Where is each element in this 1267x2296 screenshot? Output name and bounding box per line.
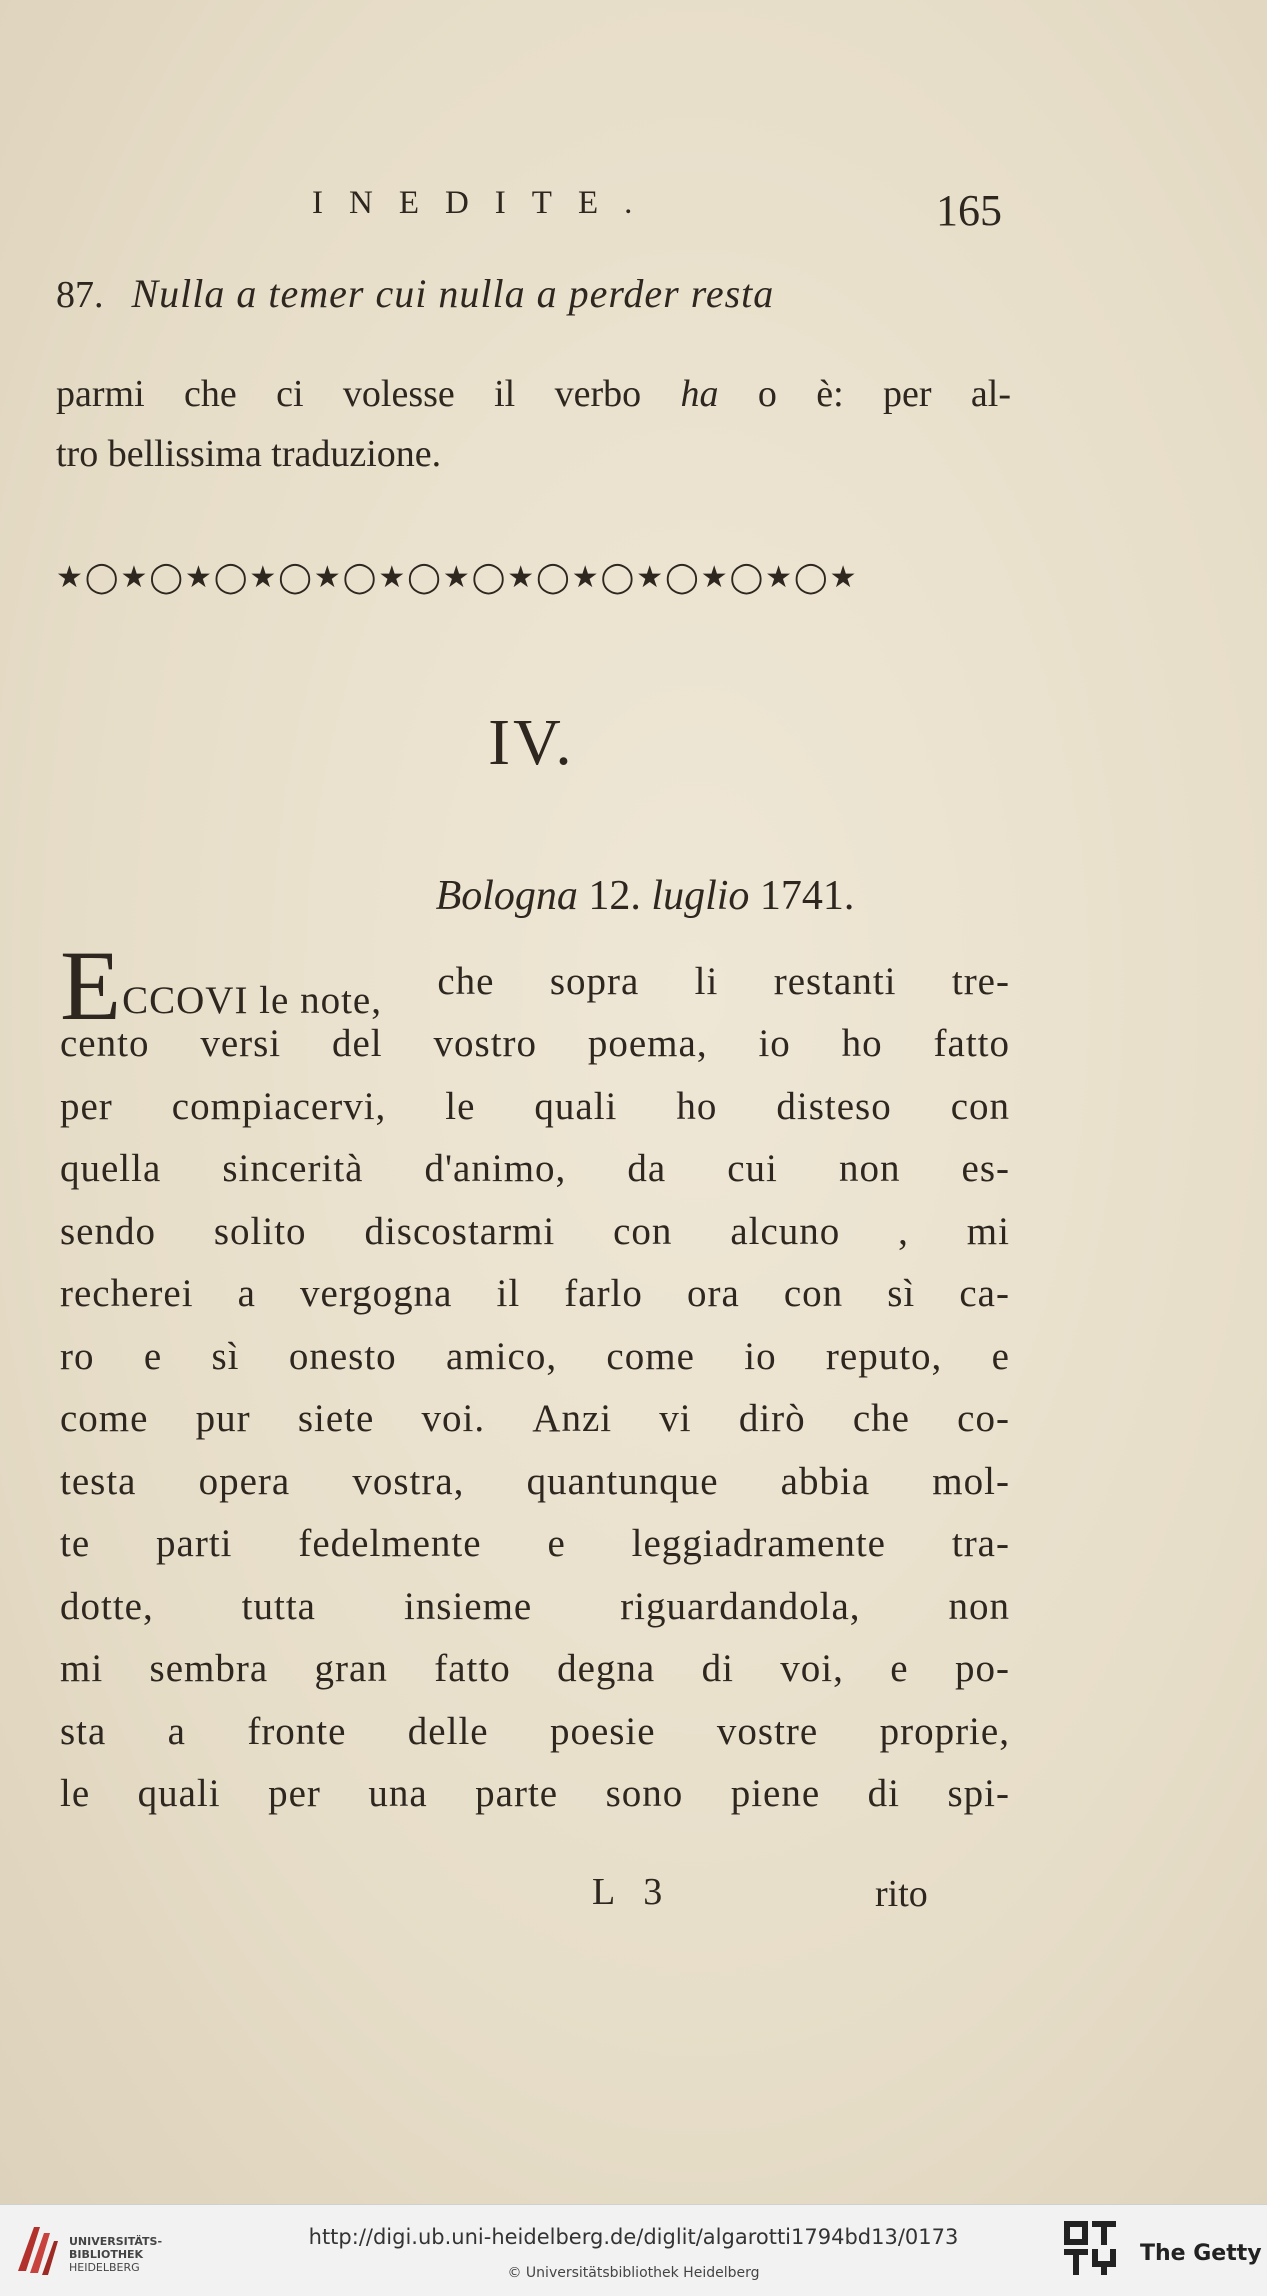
- copyright-notice: © Universitätsbibliothek Heidelberg: [507, 2265, 760, 2281]
- drop-cap: E: [60, 929, 123, 1041]
- text-word: come: [606, 1334, 695, 1378]
- permalink-url[interactable]: http://digi.ub.uni-heidelberg.de/diglit/algarotti1794bd13/0173: [308, 2225, 959, 2249]
- text-word: disteso: [776, 1084, 892, 1128]
- text-word: voi,: [780, 1647, 844, 1691]
- text-word: testa: [60, 1459, 137, 1503]
- text-word: per: [60, 1084, 113, 1128]
- text-word: tre-: [951, 959, 1010, 1003]
- text-word: versi: [200, 1022, 282, 1066]
- text-word: mol-: [932, 1459, 1010, 1503]
- text-word: vostra,: [352, 1459, 465, 1503]
- note-word: tro bellissima traduzione.: [56, 433, 442, 475]
- note-word: al-: [970, 373, 1011, 415]
- text-line: [60, 1513, 1010, 1576]
- text-word: ca-: [959, 1272, 1010, 1316]
- text-word: da: [627, 1147, 667, 1191]
- getty-name: The Getty: [1140, 2241, 1262, 2266]
- text-word: pur: [195, 1397, 251, 1441]
- note-word: parmi: [56, 373, 145, 415]
- text-word: riguardandola,: [620, 1584, 861, 1628]
- text-word: sembra: [149, 1647, 269, 1691]
- opening-words: [60, 929, 382, 1041]
- text-word: cui: [727, 1147, 778, 1191]
- text-word: quella: [60, 1147, 162, 1191]
- text-word: degna: [557, 1647, 656, 1691]
- text-line: [60, 929, 1010, 1041]
- text-word: come: [60, 1397, 149, 1441]
- text-word: del: [332, 1022, 383, 1066]
- text-word: discostarmi: [364, 1209, 556, 1253]
- note-word: è:: [816, 373, 844, 415]
- text-word: cento: [60, 1022, 150, 1066]
- text-line: [60, 1138, 1010, 1201]
- running-head: [312, 185, 1002, 235]
- text-word: Anzi: [532, 1397, 613, 1441]
- note-line: [56, 365, 1011, 423]
- text-word: alcuno: [730, 1209, 841, 1253]
- text-word: proprie,: [879, 1709, 1010, 1753]
- dateline: [0, 872, 1267, 920]
- text-word: dotte,: [60, 1584, 154, 1628]
- text-word: sta: [60, 1709, 107, 1753]
- text-word: delle: [407, 1709, 489, 1753]
- text-word: sopra: [549, 959, 640, 1003]
- text-word: quali: [534, 1084, 618, 1128]
- text-word: gran: [314, 1647, 388, 1691]
- text-word: parti: [156, 1522, 233, 1566]
- text-word: quali: [137, 1772, 221, 1816]
- text-word: e: [547, 1522, 566, 1566]
- note-word: ci: [276, 373, 304, 415]
- text-word: mi: [966, 1209, 1010, 1253]
- text-line: [60, 1700, 1010, 1763]
- text-word: le: [445, 1084, 476, 1128]
- signature-mark: L 3: [592, 1871, 673, 1913]
- text-line: [60, 1013, 1010, 1076]
- text-word: tra-: [951, 1522, 1010, 1566]
- getty-logo[interactable]: [1062, 2219, 1262, 2283]
- text-word: a: [237, 1272, 256, 1316]
- ornament-divider: ★◯★◯★◯★◯★◯★◯★◯★◯★◯★◯★◯★◯★: [56, 560, 859, 595]
- text-word: compiacervi,: [171, 1084, 387, 1128]
- text-word: onesto: [288, 1334, 397, 1378]
- text-word: restanti: [773, 959, 897, 1003]
- note-verse-line: [56, 270, 1006, 317]
- text-word: poesie: [549, 1709, 656, 1753]
- opening-text: CCOVI le note,: [122, 978, 382, 1022]
- text-line: [60, 1263, 1010, 1326]
- text-word: le: [60, 1772, 91, 1816]
- text-word: ho: [676, 1084, 718, 1128]
- text-line: [60, 1388, 1010, 1451]
- text-word: sono: [605, 1772, 684, 1816]
- text-word: per: [268, 1772, 321, 1816]
- text-word: non: [838, 1147, 901, 1191]
- letter-body: [60, 929, 1010, 1825]
- text-line: [60, 1575, 1010, 1638]
- text-word: ro: [60, 1334, 95, 1378]
- text-word: amico,: [446, 1334, 558, 1378]
- dateline-year: 1741.: [759, 873, 855, 919]
- note-number: 87.: [56, 274, 104, 316]
- library-name-line2: BIBLIOTHEK: [69, 2248, 144, 2261]
- text-line: [60, 1075, 1010, 1138]
- dateline-date: 12.: [588, 873, 641, 919]
- text-word: fatto: [434, 1647, 511, 1691]
- text-word: parte: [475, 1772, 559, 1816]
- text-word: voi.: [421, 1397, 486, 1441]
- text-word: reputo,: [825, 1334, 943, 1378]
- text-word: e: [890, 1647, 909, 1691]
- text-word: abbia: [780, 1459, 871, 1503]
- text-word: che: [437, 959, 495, 1003]
- running-head-title: INEDITE.: [312, 185, 659, 221]
- text-word: poema,: [587, 1022, 708, 1066]
- text-word: recherei: [60, 1272, 194, 1316]
- text-word: dirò: [738, 1397, 806, 1441]
- text-word: fedelmente: [298, 1522, 482, 1566]
- text-word: sì: [211, 1334, 240, 1378]
- text-word: farlo: [564, 1272, 643, 1316]
- text-word: non: [948, 1584, 1010, 1628]
- text-word: sendo: [60, 1209, 156, 1253]
- text-word: li: [694, 959, 719, 1003]
- text-word: di: [701, 1647, 734, 1691]
- text-word: vostro: [433, 1022, 538, 1066]
- note-word: che: [184, 373, 237, 415]
- text-word: io: [744, 1334, 777, 1378]
- getty-emblem-icon: [1062, 2219, 1120, 2277]
- dateline-place: Bologna: [435, 873, 578, 919]
- letter-number: IV.: [488, 706, 575, 779]
- text-word: tutta: [241, 1584, 316, 1628]
- text-word: po-: [954, 1647, 1010, 1691]
- library-name-line1: UNIVERSITÄTS-: [69, 2235, 163, 2248]
- note-verse: Nulla a temer cui nulla a perder resta: [131, 271, 775, 316]
- catchword: rito: [875, 1873, 928, 1915]
- text-word: con: [783, 1272, 844, 1316]
- text-word: solito: [213, 1209, 307, 1253]
- page-number: 165: [936, 186, 1002, 235]
- text-line: [60, 1450, 1010, 1513]
- text-word: vostre: [716, 1709, 819, 1753]
- text-word: leggiadramente: [631, 1522, 886, 1566]
- text-word: con: [950, 1084, 1010, 1128]
- text-word: fatto: [933, 1022, 1010, 1066]
- text-word: spi-: [947, 1772, 1010, 1816]
- note-word: ha: [680, 373, 719, 415]
- text-word: quantunque: [526, 1459, 719, 1503]
- text-word: di: [867, 1772, 900, 1816]
- text-word: a: [167, 1709, 186, 1753]
- text-line: [60, 1325, 1010, 1388]
- text-word: e: [143, 1334, 163, 1378]
- text-word: fronte: [247, 1709, 347, 1753]
- viewer-footer: [0, 2204, 1267, 2296]
- text-word: sincerità: [222, 1147, 364, 1191]
- text-word: siete: [297, 1397, 375, 1441]
- note-word: verbo: [554, 373, 642, 415]
- text-word: sì: [887, 1272, 916, 1316]
- text-line: [60, 1763, 1010, 1826]
- text-word: opera: [198, 1459, 291, 1503]
- text-word: e: [991, 1334, 1010, 1378]
- text-word: insieme: [403, 1584, 533, 1628]
- text-word: co-: [957, 1397, 1010, 1441]
- note-line: [56, 425, 441, 483]
- text-word: vergogna: [300, 1272, 453, 1316]
- text-line: [60, 1638, 1010, 1701]
- text-word: io: [758, 1022, 791, 1066]
- dateline-month: luglio: [651, 873, 750, 919]
- text-word: vi: [659, 1397, 692, 1441]
- text-word: ora: [686, 1272, 740, 1316]
- text-word: te: [60, 1522, 91, 1566]
- note-word: per: [883, 373, 932, 415]
- text-word: il: [496, 1272, 521, 1316]
- note-word: volesse: [342, 373, 455, 415]
- library-name-line3: HEIDELBERG: [69, 2261, 140, 2274]
- text-word: con: [613, 1209, 673, 1253]
- note-word: il: [494, 373, 516, 415]
- text-line: [60, 1200, 1010, 1263]
- text-word: che: [852, 1397, 910, 1441]
- text-word: mi: [60, 1647, 104, 1691]
- text-word: d'animo,: [424, 1147, 567, 1191]
- text-word: piene: [730, 1772, 821, 1816]
- text-word: es-: [961, 1147, 1010, 1191]
- text-word: ho: [841, 1022, 883, 1066]
- text-word: ,: [898, 1209, 909, 1253]
- note-word: o: [757, 373, 777, 415]
- text-word: una: [368, 1772, 428, 1816]
